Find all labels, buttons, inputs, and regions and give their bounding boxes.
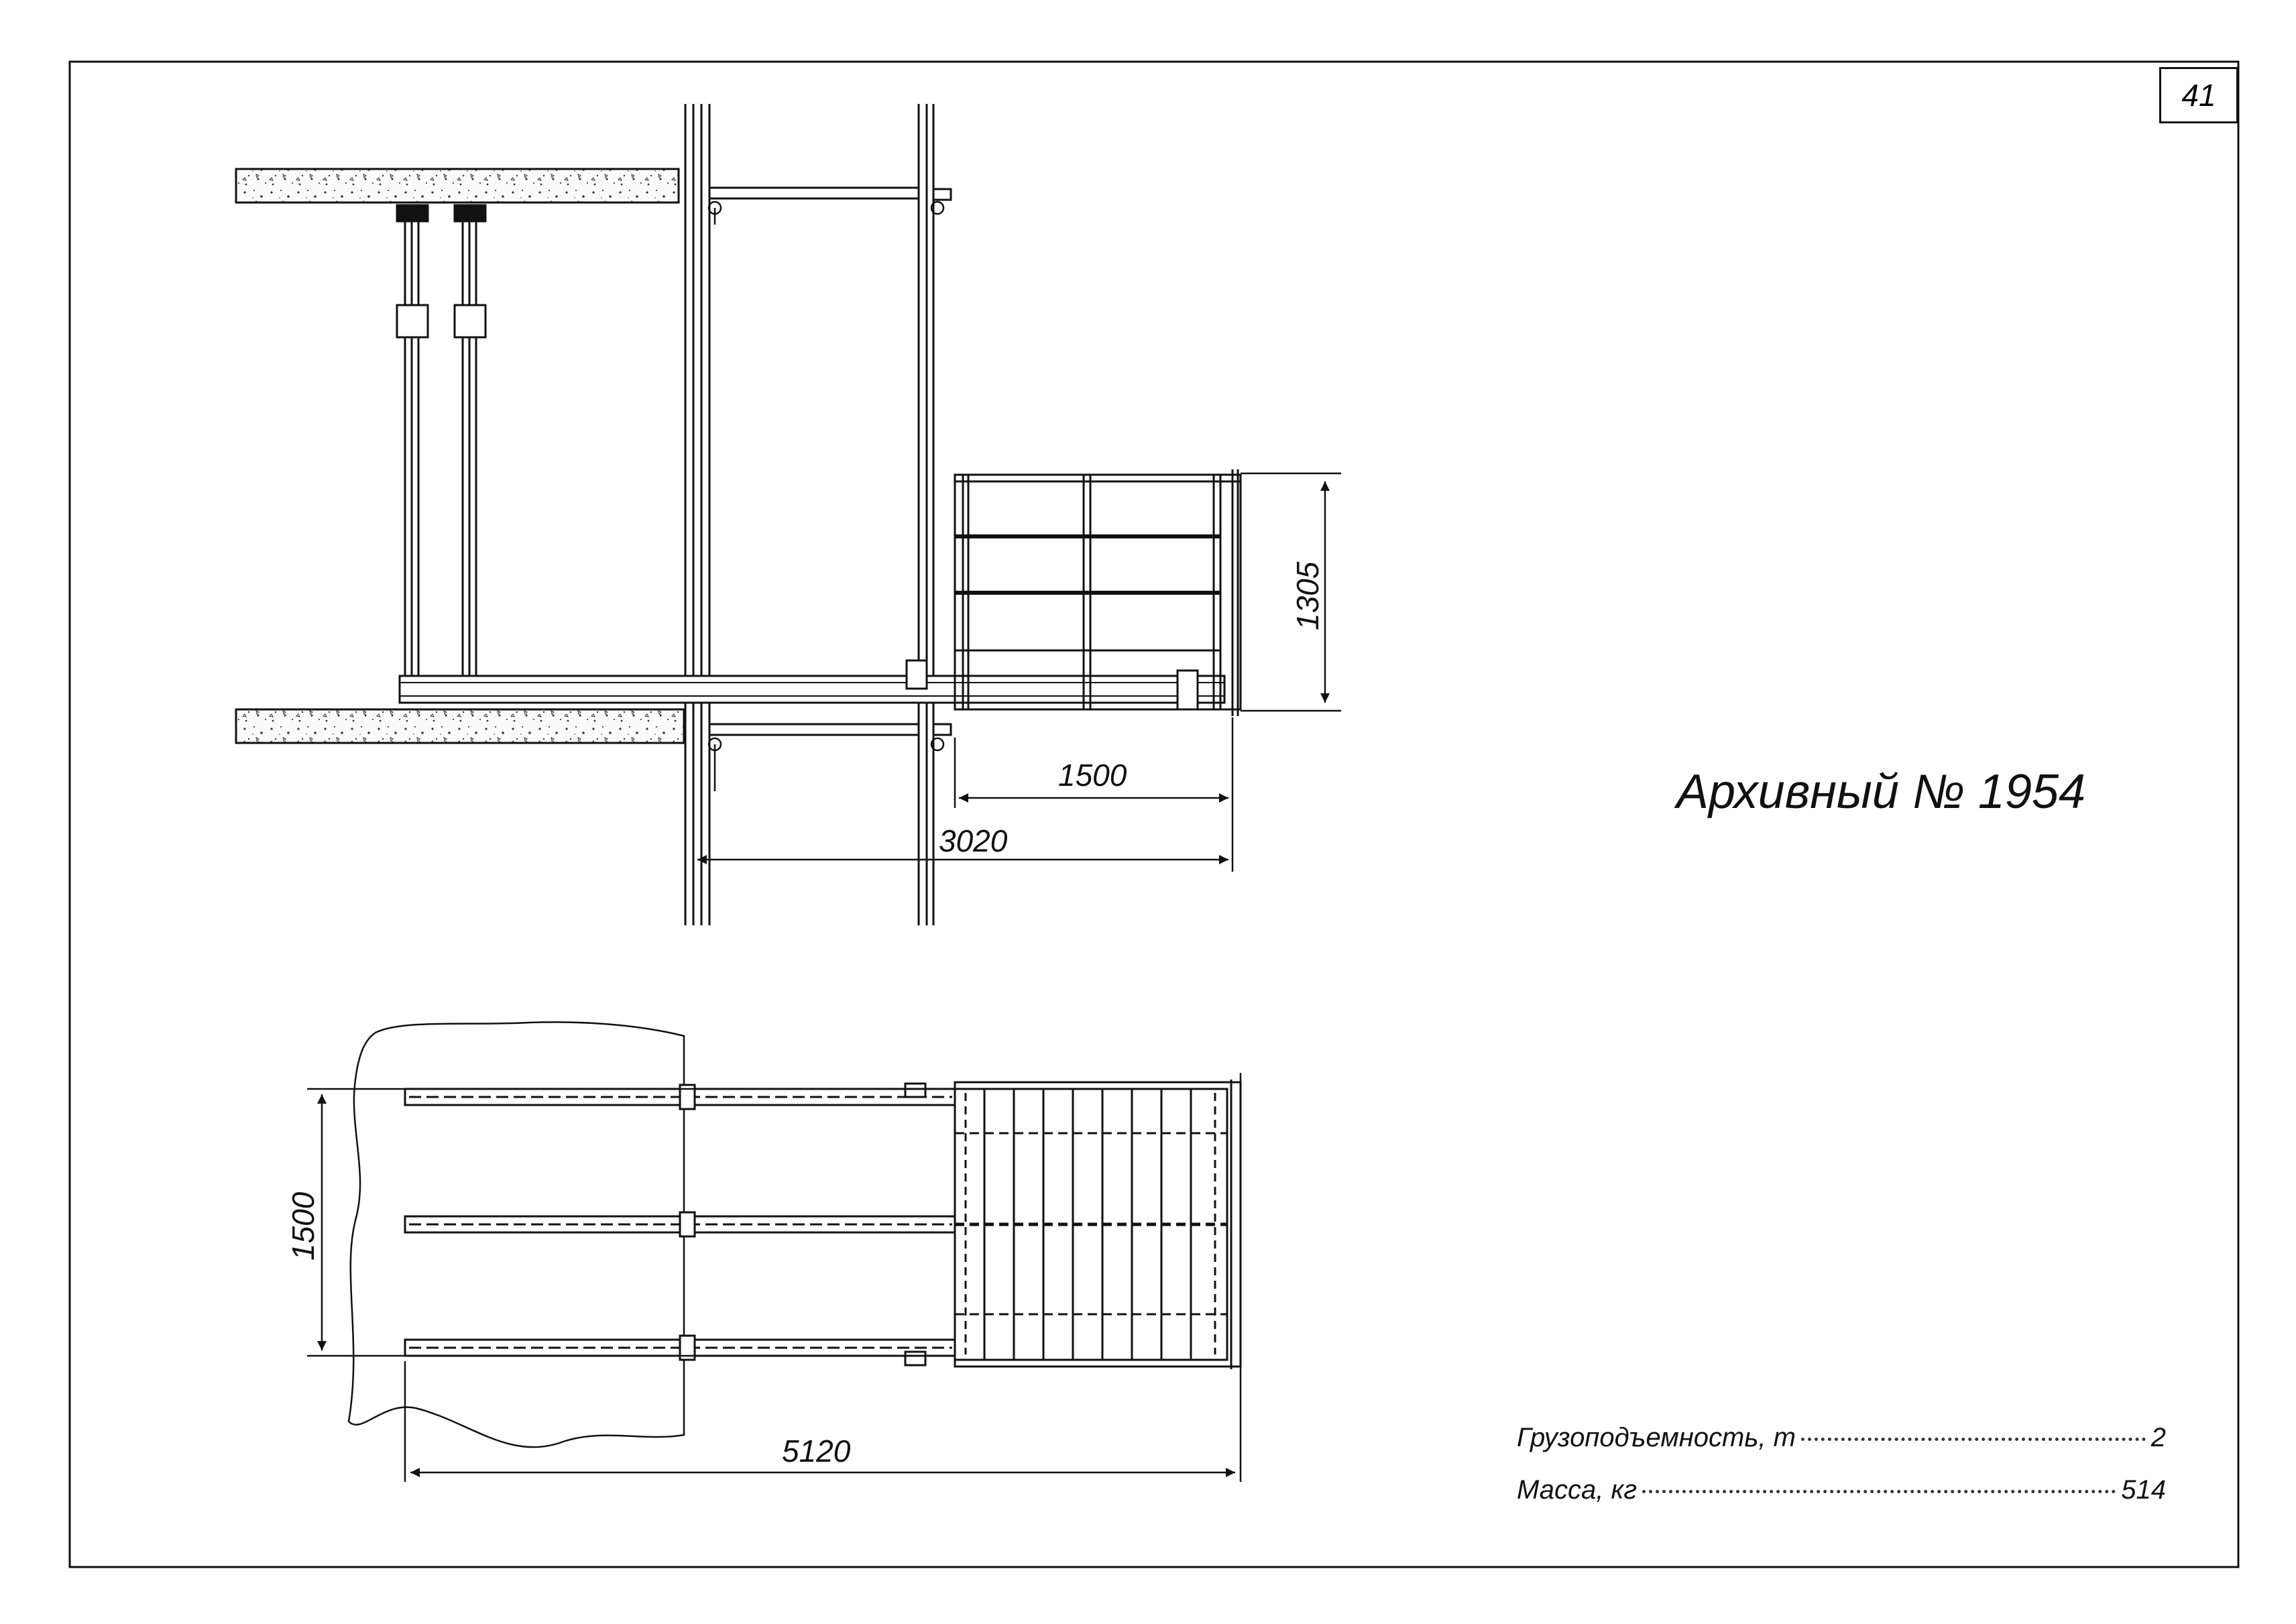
side-view [236, 104, 1341, 925]
spec-value: 514 [2121, 1475, 2166, 1505]
upper-floor-slab [236, 169, 679, 202]
prop-right [455, 205, 485, 677]
plan-dimension-lines [307, 1073, 1241, 1482]
dim-plan-total-5120: 5120 [782, 1434, 851, 1468]
lower-floor-slab [236, 709, 684, 743]
spec-label: Грузоподъемность, т [1517, 1423, 1796, 1452]
spec-value: 2 [2150, 1423, 2166, 1452]
spec-row-mass [1517, 1475, 2166, 1505]
dim-plan-width-1500: 1500 [286, 1192, 321, 1261]
dim-platform-1500: 1500 [1058, 758, 1127, 793]
lower-tie-bar [709, 724, 919, 735]
main-beam [400, 676, 1224, 703]
plan-platform-deck [955, 1080, 1241, 1369]
dim-total-3020: 3020 [939, 823, 1008, 858]
column-left [685, 104, 709, 925]
dim-height-1305: 1305 [1290, 561, 1325, 630]
spec-row-capacity [1517, 1423, 2166, 1453]
spec-label: Масса, кг [1517, 1475, 1638, 1505]
plan-view [286, 1022, 1241, 1482]
page-number: 41 [2159, 67, 2238, 123]
upper-tie-bar [709, 188, 919, 198]
dot-leader [1801, 1438, 2146, 1441]
archive-number: Архивный № 1954 [1676, 765, 2086, 819]
floor-break-outline [349, 1022, 684, 1447]
plan-beams [405, 1084, 955, 1365]
dot-leader [1642, 1490, 2116, 1493]
side-dimension-lines [693, 473, 1341, 872]
prop-left [397, 205, 428, 677]
column-right [919, 104, 933, 925]
